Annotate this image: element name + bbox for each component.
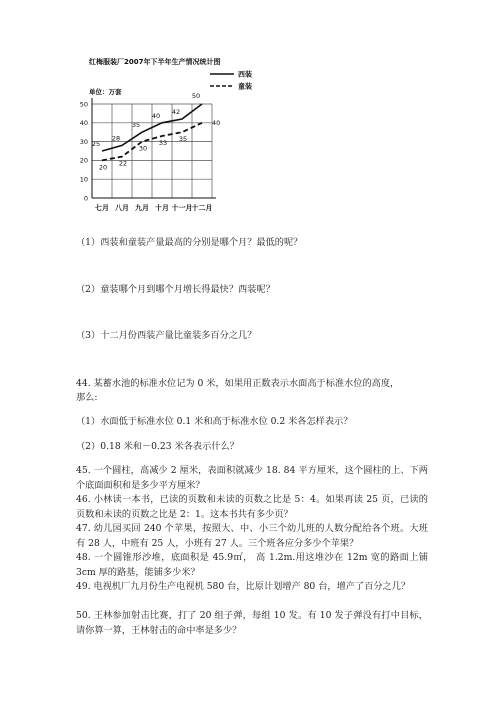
data-label: 40 [212,118,221,127]
data-label: 20 [98,163,108,172]
data-label: 28 [111,134,121,143]
question-1: （1）西装和童装产量最高的分别是哪个月？最低的呢？ [76,237,303,248]
legend-label: 童装 [238,82,252,91]
problem-47: 47. 幼儿园买回 240 个苹果，按照大、中、小三个幼儿班的人数分配给各个班。大班有 28 人，中班有 25 人，小班有 27 人。三个班各应分多少个苹果？ [76,523,428,549]
y-tick-label: 10 [79,175,88,184]
problem-46: 46. 小林读一本书，已读的页数和未读的页数之比是 5：4。如果再读 25 页，已读的页数和未读的页数之比是 2：1。这本书共有多少页？ [76,494,428,520]
chart-unit-label: 单位：万套 [89,88,122,96]
problem-44-line-2: 那么: [76,392,98,403]
data-label: 35 [131,121,141,130]
x-tick-label: 十二月 [191,204,213,212]
data-label: 40 [151,111,161,120]
production-line-chart [62,52,262,222]
y-axis-tick-labels [80,100,88,202]
x-axis-tick-labels [95,203,213,212]
data-label: 22 [118,159,128,168]
x-tick-label: 七月 [95,204,109,212]
x-tick-label: 十一月 [171,204,193,212]
data-label: 50 [191,92,201,100]
legend-label: 西装 [238,70,252,79]
data-label: 35 [178,135,188,144]
data-label: 42 [171,108,181,117]
problem-49: 49. 电视机厂九月份生产电视机 580 台，比原计划增产 80 台，增产了百分之几？ [76,581,411,592]
problem-44-question-2: （2）0.18 米和－0.23 米各表示什么？ [76,441,239,452]
y-tick-label: 30 [79,137,88,146]
problem-44-question-1: （1）水面低于标准水位 0.1 米和高于标准水位 0.2 米各怎样表示？ [76,416,353,427]
x-tick-label: 十月 [155,204,169,212]
problem-45: 45. 一个圆柱，高减少 2 厘米，表面积就减少 18. 84 平方厘米，这个圆柱的上、下两个底面面积和是多少平方厘米？ [76,465,428,491]
data-label: 33 [158,138,168,147]
question-3: （3）十二月份西装产量比童装多百分之几？ [76,330,257,341]
data-label: 25 [91,140,101,148]
problem-48: 48. 一个圆锥形沙堆，底面积是 45.9㎡， 高 1.2m.用这堆沙在 12m 宽的路面上铺 3cm 厚的路基，能铺多少米？ [76,552,428,578]
y-tick-label: 0 [83,194,88,203]
chart-legend [210,70,252,91]
x-tick-label: 九月 [135,204,149,212]
problem-50: 50. 王林参加射击比赛，打了 20 组子弹，每组 10 发。有 10 发子弹没有打中目标，请你算一算，王林射击的命中率是多少？ [76,610,428,636]
data-label: 30 [138,144,148,153]
y-tick-label: 50 [79,100,88,109]
chart-title: 红梅服装厂2007年下半年生产情况统计图 [89,58,221,66]
x-tick-label: 八月 [115,204,129,212]
y-tick-label: 40 [79,119,88,128]
y-tick-label: 20 [79,156,88,165]
question-2: （2）童装哪个月到哪个月增长得最快？西装呢？ [76,284,275,295]
problem-44-line-1: 44. 某蓄水池的标准水位记为 0 米，如果用正数表示水面高于标准水位的高度， [76,378,400,389]
